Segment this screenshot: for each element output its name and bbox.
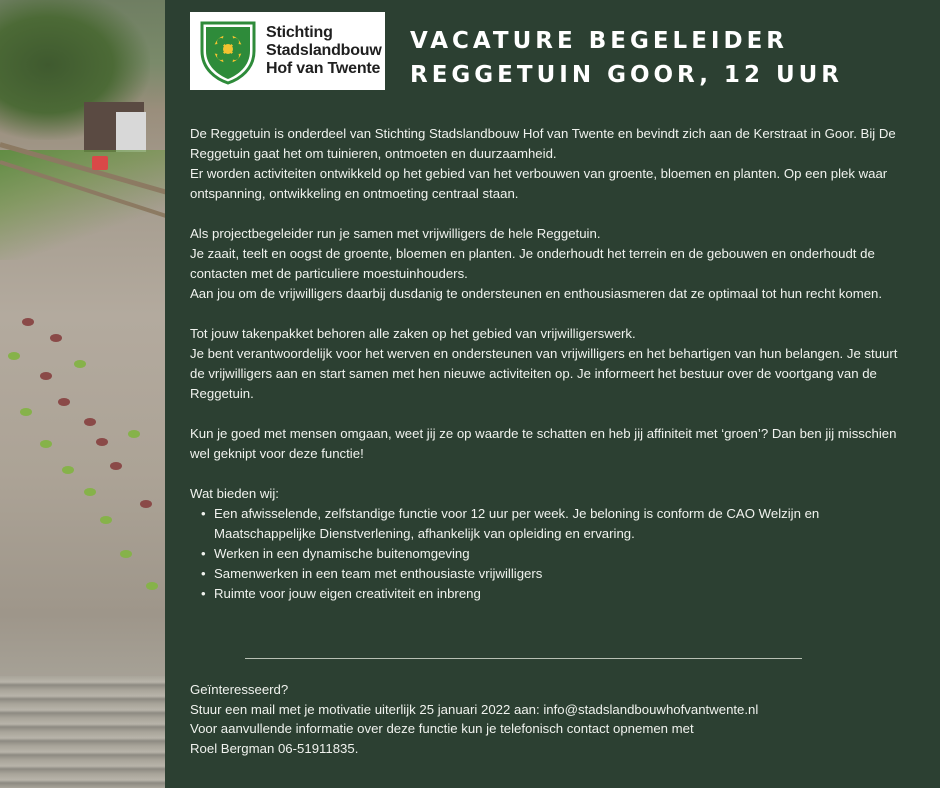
contact-phone-intro: Voor aanvullende informatie over deze functie kun je telefonisch contact opnemen met bbox=[190, 721, 694, 736]
role-text: Je zaait, teelt en oogst de groente, bloemen en planten. Je onderhoudt het terrein en de gebouwen en onderhoudt de contacten met de particuliere moestuinhouders. bbox=[190, 246, 875, 281]
tasks-text: Tot jouw takenpakket behoren alle zaken op het gebied van vrijwilligerswerk. bbox=[190, 326, 636, 341]
contact-heading: Geïnteresseerd? bbox=[190, 682, 289, 697]
lettuce-plant bbox=[146, 582, 158, 590]
lettuce-plant bbox=[58, 398, 70, 406]
lettuce-plant bbox=[40, 440, 52, 448]
page-title bbox=[410, 24, 843, 92]
tasks-text: Je bent verantwoordelijk voor het werven en ondersteunen van vrijwilligers en het behartigen van hun belangen. Je stuurt de vrijwilligers aan en start samen met hen nieuwe activiteiten op. Je informeert het bestuur over de voortgang van de Reggetuin. bbox=[190, 346, 898, 401]
logo-line-3: Hof van Twente bbox=[266, 60, 381, 77]
garden-shed-door bbox=[116, 112, 146, 152]
lettuce-plant bbox=[8, 352, 20, 360]
question-paragraph: Kun je goed met mensen omgaan, weet jij ze op waarde te schatten en heb jij affiniteit met ‘groen’? Dan ben jij misschien wel geknipt voor deze functie! bbox=[190, 426, 897, 461]
list-item: • Samenwerken in een team met enthousiaste vrijwilligers bbox=[214, 564, 910, 584]
offer-heading: Wat bieden wij: bbox=[190, 486, 279, 501]
divider bbox=[245, 658, 802, 659]
logo-wordmark bbox=[266, 24, 382, 78]
offer-list bbox=[190, 504, 910, 604]
role-text: Aan jou om de vrijwilligers daarbij dusdanig te ondersteunen en enthousiasmeren dat ze optimaal tot hun recht komen. bbox=[190, 286, 883, 301]
vacancy-body bbox=[190, 124, 910, 604]
tasks-paragraph bbox=[190, 324, 910, 404]
organization-logo bbox=[190, 12, 385, 90]
contact-section bbox=[190, 680, 910, 758]
lettuce-plant bbox=[84, 418, 96, 426]
lettuce-plant bbox=[50, 334, 62, 342]
lettuce-plant bbox=[20, 408, 32, 416]
intro-text: Er worden activiteiten ontwikkeld op het gebied van het verbouwen van groente, bloemen en planten. Op een plek waar ontspanning, ontwikkeling en ontmoeting centraal staan. bbox=[190, 166, 888, 201]
intro-text: De Reggetuin is onderdeel van Stichting Stadslandbouw Hof van Twente en bevindt zich aan de Kerstraat in Goor. Bij De Reggetuin gaat het om tuinieren, ontmoeten en duurzaamheid. bbox=[190, 126, 896, 161]
lettuce-plant bbox=[128, 430, 140, 438]
garden-photo bbox=[0, 0, 165, 788]
logo-line-1: Stichting bbox=[266, 24, 333, 41]
lettuce-plant bbox=[120, 550, 132, 558]
title-line-2: REGGETUIN GOOR, 12 UUR bbox=[410, 62, 844, 88]
lettuce-plant bbox=[22, 318, 34, 326]
lettuce-plant bbox=[140, 500, 152, 508]
lettuce-plant bbox=[100, 516, 112, 524]
role-text: Als projectbegeleider run je samen met vrijwilligers de hele Reggetuin. bbox=[190, 226, 601, 241]
rose-shield-icon bbox=[198, 17, 258, 85]
wooden-plank bbox=[0, 676, 165, 788]
lettuce-plant bbox=[62, 466, 74, 474]
red-bucket bbox=[92, 156, 108, 170]
lettuce-plant bbox=[40, 372, 52, 380]
list-item: • Een afwisselende, zelfstandige functie voor 12 uur per week. Je beloning is conform de CAO Welzijn en Maatschappelijke Dienstverlening, afhankelijk van opleiding en ervaring. bbox=[214, 504, 910, 544]
role-paragraph bbox=[190, 224, 910, 304]
lettuce-plant bbox=[96, 438, 108, 446]
intro-paragraph bbox=[190, 124, 910, 204]
contact-email-line: Stuur een mail met je motivatie uiterlijk 25 januari 2022 aan: info@stadslandbouwhofvantwente.nl bbox=[190, 701, 759, 717]
lettuce-plant bbox=[110, 462, 122, 470]
title-line-1: VACATURE BEGELEIDER bbox=[410, 28, 788, 54]
list-item: • Ruimte voor jouw eigen creativiteit en inbreng bbox=[214, 584, 910, 604]
logo-line-2: Stadslandbouw bbox=[266, 42, 382, 59]
list-item: • Werken in een dynamische buitenomgeving bbox=[214, 544, 910, 564]
contact-person: Roel Bergman 06-51911835. bbox=[190, 740, 359, 756]
lettuce-plant bbox=[74, 360, 86, 368]
lettuce-plant bbox=[84, 488, 96, 496]
